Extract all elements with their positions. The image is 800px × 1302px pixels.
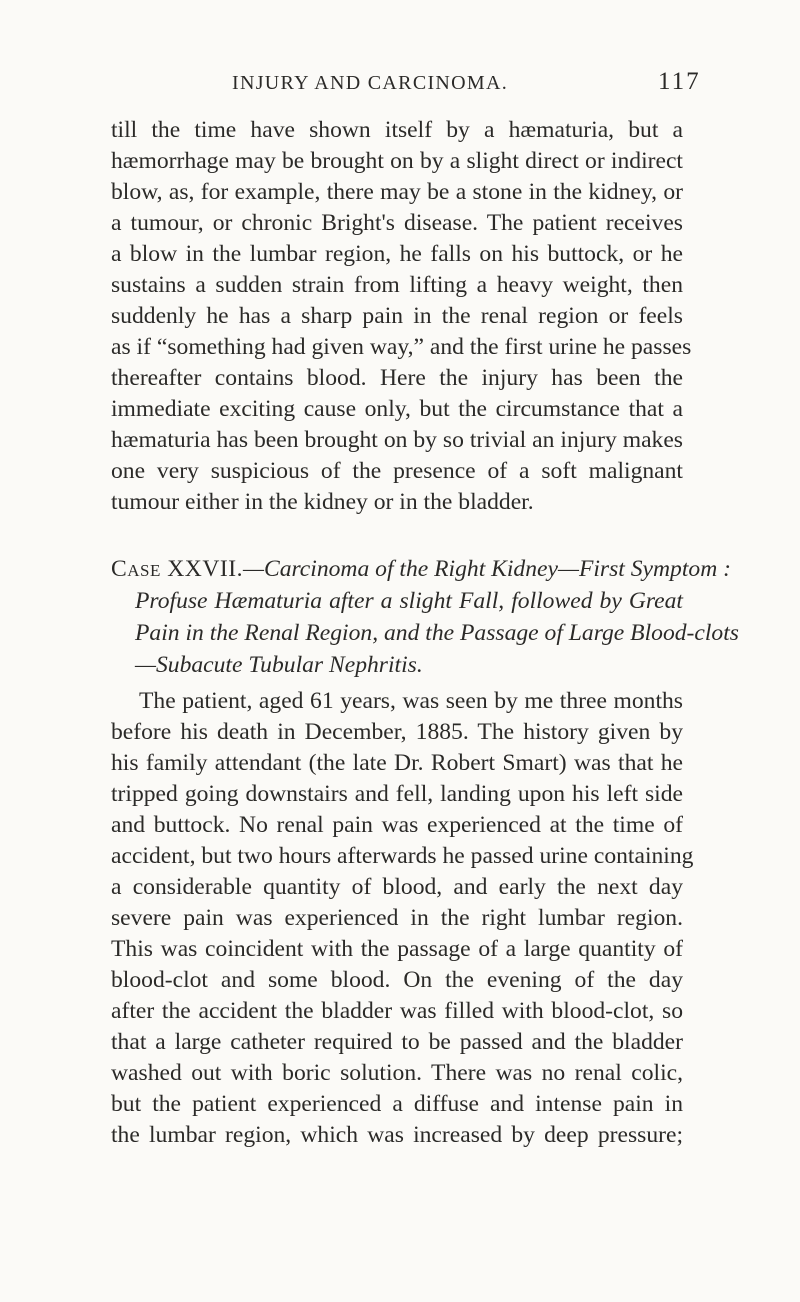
text-line: but the patient experienced a diffuse and intense pain in <box>111 1091 683 1117</box>
text-line: severe pain was experienced in the right lumbar region. <box>111 905 683 931</box>
case-heading-line: —Subacute Tubular Nephritis. <box>135 652 423 678</box>
running-title: INJURY AND CARCINOMA. <box>232 72 509 94</box>
case-label: Case XXVII. <box>111 556 243 582</box>
text-line: before his death in December, 1885. The history given by <box>111 719 683 745</box>
text-line: that a large catheter required to be passed and the bladder <box>111 1029 683 1055</box>
text-line: sustains a sudden strain from lifting a heavy weight, then <box>111 272 683 298</box>
text-line: a considerable quantity of blood, and early the next day <box>111 874 683 900</box>
text-line: his family attendant (the late Dr. Robert Smart) was that he <box>111 750 683 776</box>
text-line: suddenly he has a sharp pain in the renal region or feels <box>111 303 683 329</box>
case-heading-line: Pain in the Renal Region, and the Passage of Large Blood-clots <box>135 620 739 646</box>
text-line: hæmaturia has been brought on by so trivial an injury makes <box>111 427 683 453</box>
case-heading-line <box>111 554 731 584</box>
text-line: till the time have shown itself by a hæmaturia, but a <box>111 117 683 143</box>
text-line: and buttock. No renal pain was experienced at the time of <box>111 812 683 838</box>
page-number: 117 <box>658 68 701 95</box>
text-line: blood-clot and some blood. On the evening of the day <box>111 967 683 993</box>
text-line: hæmorrhage may be brought on by a slight direct or indirect <box>111 148 683 174</box>
text-line: tumour either in the kidney or in the bladder. <box>111 489 534 515</box>
text-line: thereafter contains blood. Here the injury has been the <box>111 365 683 391</box>
text-line: the lumbar region, which was increased by deep pressure; <box>111 1122 683 1148</box>
case-heading-line: Profuse Hæmaturia after a slight Fall, followed by Great <box>135 588 683 614</box>
text-line: washed out with boric solution. There was no renal colic, <box>111 1060 683 1086</box>
text-line: after the accident the bladder was filled with blood-clot, so <box>111 998 683 1024</box>
case-title-start: —Carcinoma of the Right Kidney—First Symptom : <box>242 556 731 582</box>
running-head <box>0 68 800 102</box>
text-line: tripped going downstairs and fell, landing upon his left side <box>111 781 683 807</box>
text-line: accident, but two hours afterwards he passed urine containing <box>111 843 694 869</box>
text-line: This was coincident with the passage of a large quantity of <box>111 936 683 962</box>
text-line: The patient, aged 61 years, was seen by me three months <box>139 688 683 714</box>
text-line: as if “something had given way,” and the first urine he passes <box>111 334 692 360</box>
text-line: immediate exciting cause only, but the circumstance that a <box>111 396 683 422</box>
text-line: a tumour, or chronic Bright's disease. The patient receives <box>111 210 683 236</box>
text-line: a blow in the lumbar region, he falls on his buttock, or he <box>111 241 683 267</box>
text-line: one very suspicious of the presence of a soft malignant <box>111 458 683 484</box>
text-line: blow, as, for example, there may be a stone in the kidney, or <box>111 179 683 205</box>
